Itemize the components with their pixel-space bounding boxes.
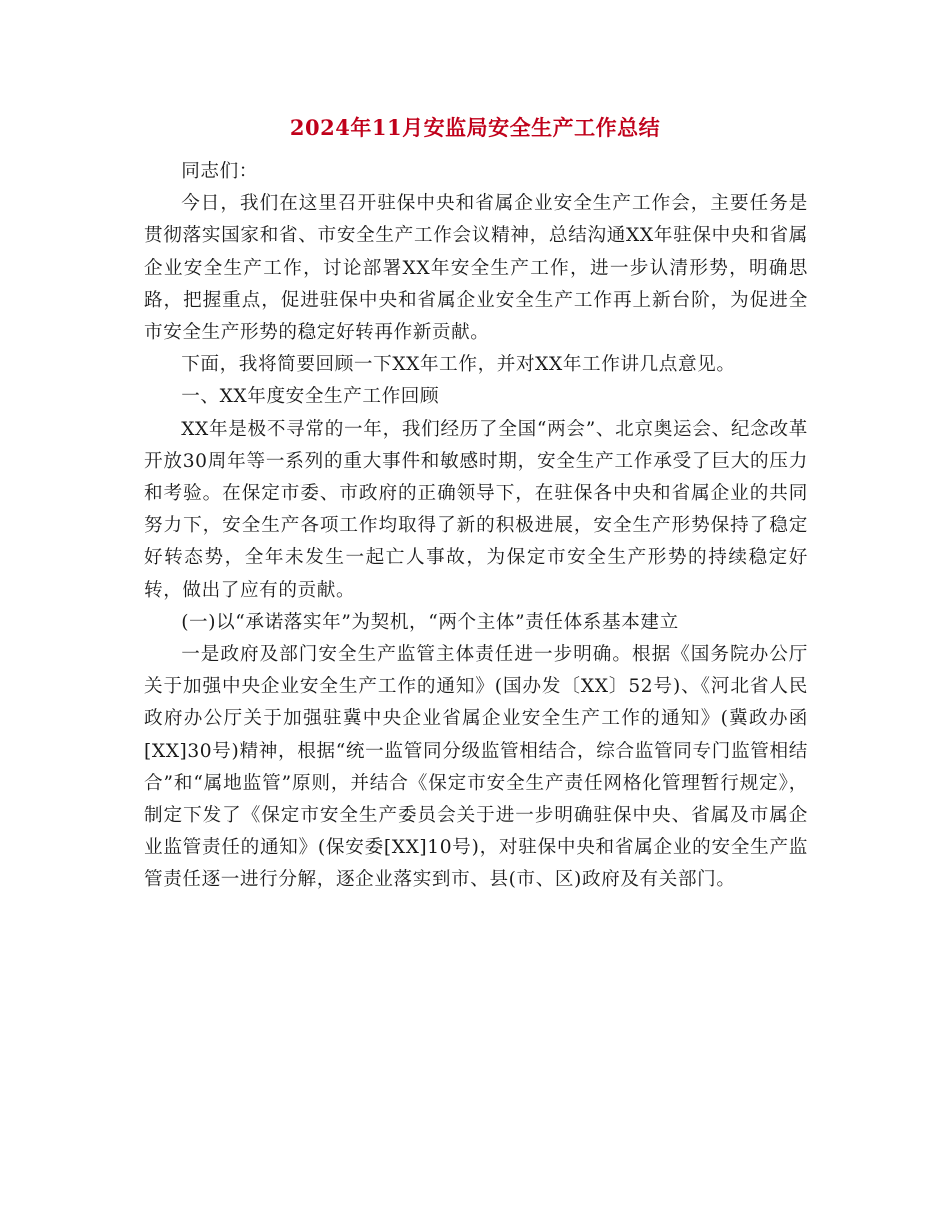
paragraph-year-review: XX年是极不寻常的一年，我们经历了全国“两会”、北京奥运会、纪念改革开放30周年等一系列的重大事件和敏感时期，安全生产工作承受了巨大的压力和考验。在保定市委、市政府的正确领导下，在驻保各中央和省属企业的共同努力下，安全生产各项工作均取得了新的积极进展，安全生产形势保持了稳定好转态势，全年未发生一起亡人事故，为保定市安全生产形势的持续稳定好转，做出了应有的贡献。 xyxy=(144,418,808,601)
paragraph-salutation: 同志们： xyxy=(181,161,258,182)
paragraph-opening: 今日，我们在这里召开驻保中央和省属企业安全生产工作会，主要任务是贯彻落实国家和省、市安全生产工作会议精神，总结沟通XX年驻保中央和省属企业安全生产工作，讨论部署XX年安全生产工作，进一步认清形势，明确思路，把握重点，促进驻保中央和省属企业安全生产工作再上新台阶，为促进全市安全生产形势的稳定好转再作新贡献。 xyxy=(144,193,808,344)
document-body xyxy=(144,156,808,897)
paragraph-government-responsibility: 一是政府及部门安全生产监管主体责任进一步明确。根据《国务院办公厅关于加强中央企业安全生产工作的通知》(国办发〔XX〕52号)、《河北省人民政府办公厅关于加强驻冀中央企业省属企业安全生产工作的通知》(冀政办函[XX]30号)精神，根据“统一监管同分级监管相结合，综合监管同专门监管相结合”和“属地监管”原则，并结合《保定市安全生产责任网格化管理暂行规定》，制定下发了《保定市安全生产委员会关于进一步明确驻保中央、省属及市属企业监管责任的通知》(保安委[XX]10号)，对驻保中央和省属企业的安全生产监管责任逐一进行分解，逐企业落实到市、县(市、区)政府及有关部门。 xyxy=(144,644,808,891)
subsection-heading-commitment: (一)以“承诺落实年”为契机，“两个主体”责任体系基本建立 xyxy=(181,611,679,633)
paragraph-outline: 下面，我将简要回顾一下XX年工作，并对XX年工作讲几点意见。 xyxy=(181,354,736,376)
document-title: 2024年11月安监局安全生产工作总结 xyxy=(289,115,661,140)
section-heading-review: 一、XX年度安全生产工作回顾 xyxy=(181,386,440,408)
